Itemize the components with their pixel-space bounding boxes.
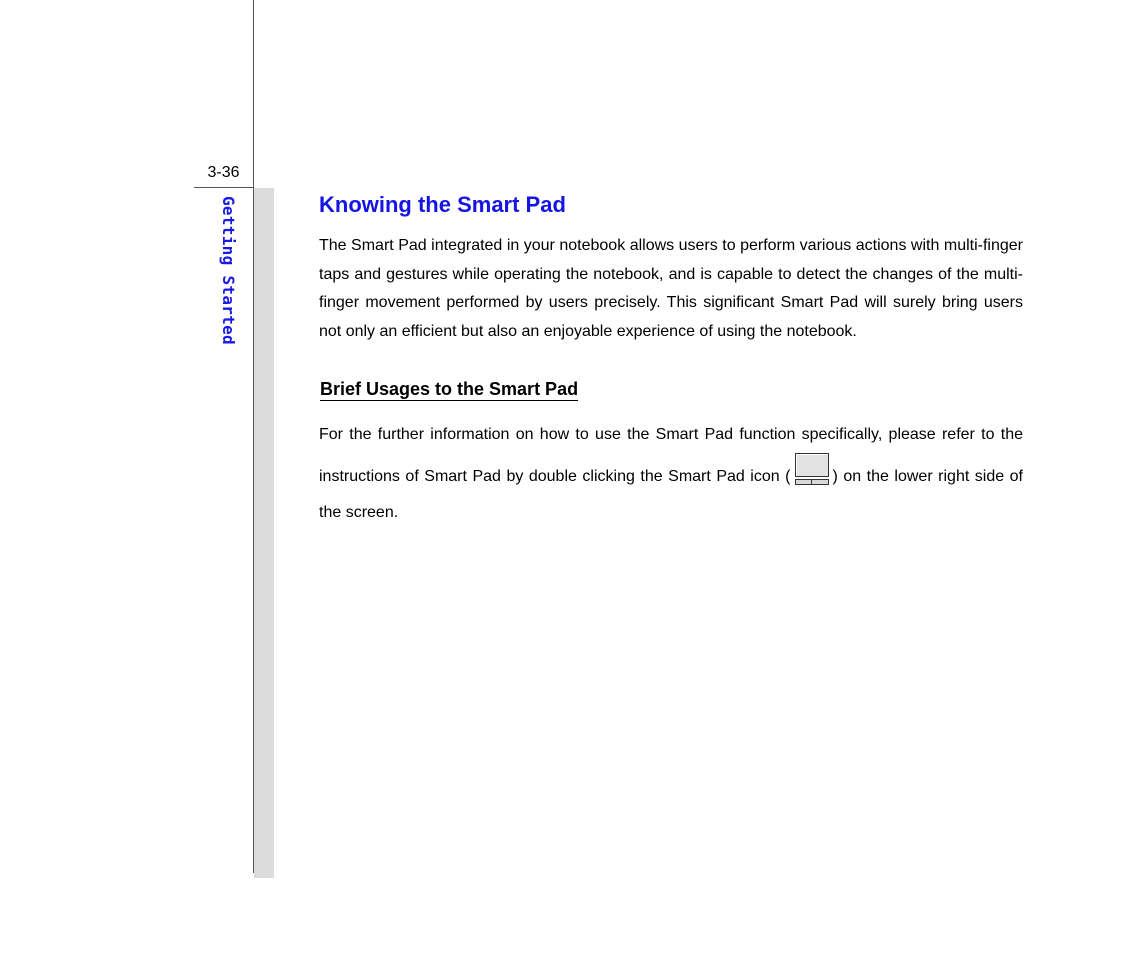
page-number-rule — [194, 187, 254, 188]
subsection-title: Brief Usages to the Smart Pad — [320, 378, 579, 399]
pad-surface — [795, 453, 829, 477]
usage-text-before-icon: For the further information on how to use the Smart Pad function specifically, please refer to the instructions of Smart Pad by double clicking the Smart Pad icon ( — [319, 425, 1023, 485]
pad-right-button — [811, 479, 829, 485]
intro-paragraph: The Smart Pad integrated in your notebook allows users to perform various actions with multi-finger taps and gestures while operating the notebook, and is capable to detect the changes of the multi-finger movement performed by users precisely. This significant Smart Pad will surely bring users not only an efficient but also an enjoyable experience of using the notebook. — [319, 237, 1023, 341]
smart-pad-icon — [795, 453, 829, 485]
sidebar-bar — [254, 188, 274, 878]
page-number: 3-36 — [207, 164, 240, 181]
usage-paragraph — [319, 417, 1023, 531]
pad-left-button — [795, 479, 812, 485]
chapter-label: Getting Started — [219, 196, 238, 345]
main-content — [319, 190, 1023, 531]
usage-text-after-icon: ) on the lower right side of the screen. — [319, 467, 1024, 521]
section-title: Knowing the Smart Pad — [319, 192, 566, 217]
